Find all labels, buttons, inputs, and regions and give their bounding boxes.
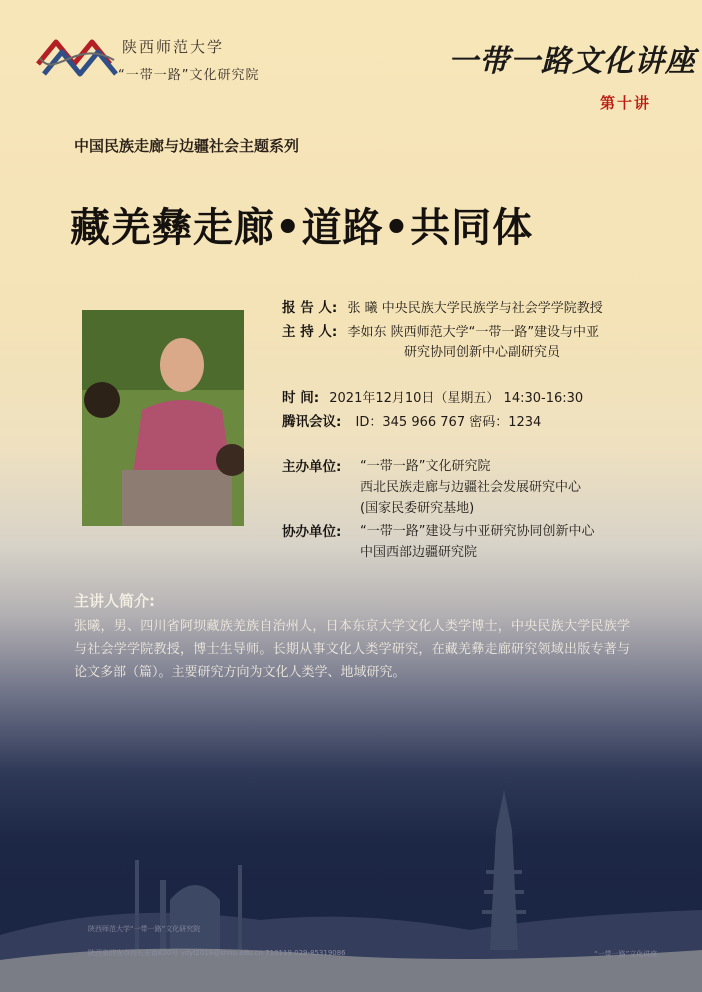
institution-name: “一带一路”文化研究院 (118, 68, 260, 83)
host-value: 李如东 陕西师范大学“一带一路”建设与中亚 (347, 325, 600, 340)
organizer-label: 主办单位: (282, 459, 342, 475)
coorganizer-item: “一带一路”建设与中亚研究协同创新中心 (360, 524, 595, 539)
host-label: 主 持 人: (282, 324, 338, 340)
coorganizer-label: 协办单位: (282, 524, 342, 540)
series-title: 中国民族走廊与边疆社会主题系列 (74, 137, 300, 155)
intro-heading: 主讲人简介: (74, 592, 155, 610)
speaker-photo (82, 310, 244, 526)
speaker-label: 报 告 人: (282, 300, 338, 316)
footer-contact: 陕西省西安市西长安街620号 ydyl2018@snnu.edu.cn 710119 029-85319086 (88, 949, 346, 957)
host-value-cont: 研究协同创新中心副研究员 (404, 345, 561, 360)
time-value: 2021年12月10日（星期五） 14:30-16:30 (329, 391, 584, 406)
organizer-item: (国家民委研究基地) (360, 501, 475, 516)
meeting-value: ID：345 966 767 密码：1234 (355, 415, 542, 430)
organizer-item: “一带一路”文化研究院 (360, 459, 491, 474)
coorganizer-item: 中国西部边疆研究院 (360, 545, 478, 560)
intro-text: 张曦，男、四川省阿坝藏族羌族自治州人，日本东京大学文化人类学博士，中央民族大学民族学与社会学学院教授，博士生导师。长期从事文化人类学研究，在藏羌彝走廊研究领域出版专著与论文多部（篇）。主要研究方向为文化人类学、地域研究。 (74, 619, 630, 680)
institute-logo-icon (34, 34, 120, 84)
meeting-label: 腾讯会议: (282, 414, 342, 430)
footer-right-title: “一带一路”文化讲座 (594, 950, 658, 958)
time-label: 时 间: (282, 390, 320, 406)
lecture-number: 第十讲 (600, 94, 652, 112)
page-title: 藏羌彝走廊•道路•共同体 (70, 205, 534, 251)
institution-cn-name: 陕西师范大学 (122, 38, 225, 56)
footer-institution: 陕西师范大学“一带一路”文化研究院 (88, 925, 201, 933)
lecture-series-title: 一带一路文化讲座 (448, 44, 696, 79)
speaker-value: 张 曦 中央民族大学民族学与社会学学院教授 (347, 301, 603, 316)
organizer-item: 西北民族走廊与边疆社会发展研究中心 (360, 480, 582, 495)
